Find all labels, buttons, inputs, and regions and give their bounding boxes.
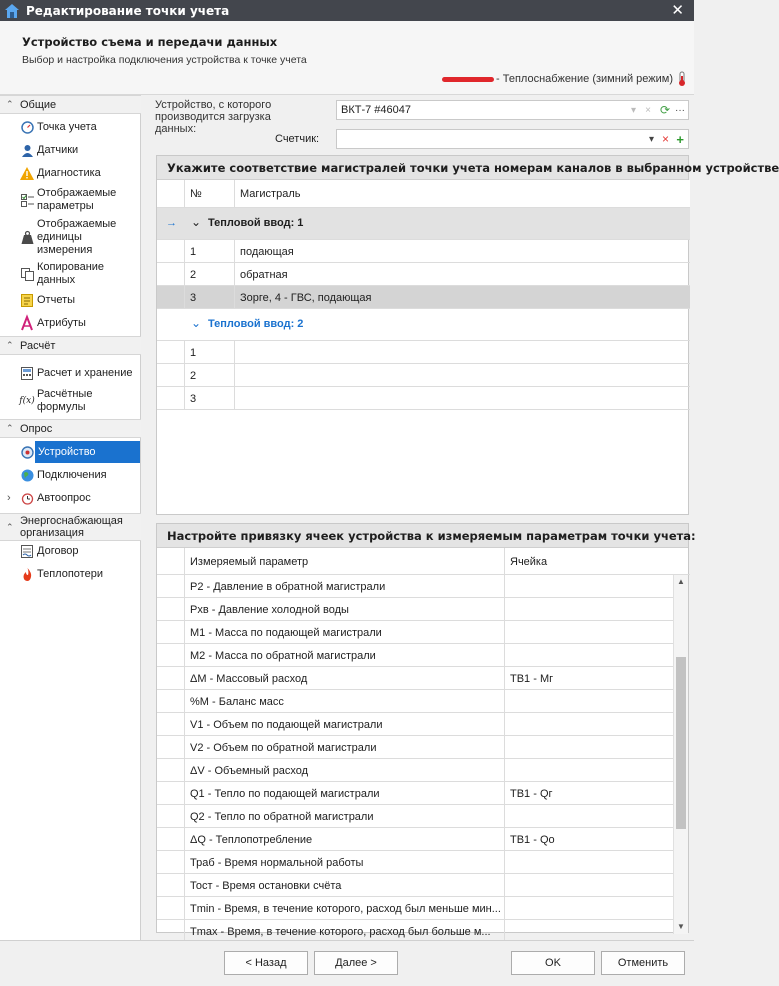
row-cell[interactable] — [504, 598, 675, 621]
row-no: 1 — [184, 341, 234, 364]
chevron-right-icon[interactable]: › — [7, 492, 11, 504]
attribute-icon — [20, 316, 34, 330]
row-main — [234, 341, 690, 364]
sidebar-item-heat-loss[interactable] — [0, 565, 141, 583]
table-row[interactable] — [157, 759, 675, 782]
row-cell[interactable] — [504, 736, 675, 759]
window-titlebar — [0, 0, 694, 21]
close-icon[interactable]: ✕ — [671, 2, 684, 19]
wizard-header — [0, 21, 694, 95]
sidebar-item-label: Копирование данных — [37, 261, 105, 286]
formula-icon: f(x) — [19, 396, 35, 406]
row-param: V2 - Объем по обратной магистрали — [184, 736, 504, 759]
chevron-up-icon: ⌃ — [6, 423, 14, 433]
sidebar — [0, 95, 141, 940]
sidebar-item-label: Атрибуты — [37, 316, 86, 329]
chevron-up-icon: ⌃ — [6, 521, 14, 532]
scroll-down-icon[interactable]: ▼ — [677, 922, 685, 931]
cancel-button[interactable]: Отменить — [601, 951, 685, 975]
wizard-footer — [0, 940, 694, 986]
sidebar-item-label: Расчет и хранение — [37, 366, 133, 379]
device-label: Устройство, с которого производится загрузка данных: — [155, 99, 272, 135]
scrollbar-thumb[interactable] — [676, 657, 686, 829]
channel-group-label: Тепловой ввод: 1 — [208, 217, 304, 229]
row-no: 1 — [184, 240, 234, 263]
table-row[interactable] — [157, 364, 690, 387]
table-row[interactable] — [157, 828, 675, 851]
row-cell[interactable] — [504, 897, 675, 920]
sidebar-group-label: Опрос — [20, 422, 53, 435]
table-row[interactable] — [157, 782, 675, 805]
column-header-no: № — [184, 180, 234, 208]
table-row[interactable] — [157, 713, 675, 736]
row-param: Q1 - Тепло по подающей магистрали — [184, 782, 504, 805]
channel-group-label: Тепловой ввод: 2 — [208, 318, 304, 330]
device-icon — [20, 445, 34, 459]
meter-label: Счетчик: — [275, 133, 320, 145]
ok-button[interactable]: OK — [511, 951, 595, 975]
dropdown-arrow-icon[interactable]: ▾ — [630, 104, 636, 116]
sidebar-item-label: Договор — [37, 544, 79, 557]
row-param: ΔQ - Теплопотребление — [184, 828, 504, 851]
sidebar-item-label: Подключения — [37, 468, 107, 481]
row-no: 3 — [184, 286, 234, 309]
globe-icon — [20, 468, 34, 482]
add-icon[interactable]: + — [676, 131, 684, 147]
sidebar-item-copy-data[interactable] — [0, 261, 141, 287]
table-row[interactable] — [157, 598, 675, 621]
row-param: V1 - Объем по подающей магистрали — [184, 713, 504, 736]
sidebar-item-label: Точка учета — [37, 120, 97, 133]
contract-icon — [20, 544, 34, 558]
sidebar-group-energy-org[interactable] — [0, 513, 141, 541]
chevron-up-icon: ⌃ — [6, 340, 14, 350]
row-param: ΔV - Объемный расход — [184, 759, 504, 782]
sidebar-item-label: Диагностика — [37, 166, 101, 179]
window-title: Редактирование точки учета — [26, 3, 230, 18]
flame-icon — [20, 567, 34, 581]
column-header-param: Измеряемый параметр — [184, 548, 504, 575]
channels-panel — [156, 155, 779, 515]
sidebar-item-formulas[interactable] — [0, 388, 141, 414]
mode-status-text: - Теплоснабжение (зимний режим) — [496, 73, 673, 85]
clear-icon[interactable]: × — [661, 132, 669, 146]
row-cell[interactable] — [504, 851, 675, 874]
more-icon[interactable]: ··· — [675, 104, 685, 116]
row-no: 2 — [184, 263, 234, 286]
sidebar-item-label: Отображаемые параметры — [37, 187, 117, 212]
row-cell[interactable]: ТВ1 - Qo — [504, 828, 675, 851]
meter-icon — [20, 120, 34, 134]
table-row[interactable] — [157, 263, 690, 286]
sidebar-item-label: Расчётные формулы — [37, 388, 93, 413]
row-main: Зорге, 4 - ГВС, подающая — [234, 286, 690, 309]
table-row[interactable] — [157, 874, 675, 897]
row-param: M2 - Масса по обратной магистрали — [184, 644, 504, 667]
meter-select[interactable] — [336, 129, 689, 149]
sidebar-item-label: Автоопрос — [37, 491, 91, 504]
row-param: Tmax - Время, в течение которого, расход был больше м... — [184, 920, 504, 943]
sidebar-item-connections[interactable] — [0, 466, 141, 484]
dropdown-arrow-icon[interactable]: ▾ — [648, 133, 654, 145]
table-row[interactable] — [157, 667, 675, 690]
table-row[interactable] — [157, 805, 675, 828]
row-cell[interactable] — [504, 575, 675, 598]
row-no: 3 — [184, 387, 234, 410]
warning-icon — [20, 166, 34, 180]
sidebar-item-attributes[interactable] — [0, 314, 141, 332]
sidebar-item-label: Устройство — [35, 441, 140, 463]
sidebar-item-sensors[interactable] — [0, 141, 141, 159]
sidebar-item-label: Датчики — [37, 143, 79, 156]
row-main — [234, 364, 690, 387]
sidebar-group-polling[interactable] — [0, 419, 141, 438]
row-cell[interactable] — [504, 690, 675, 713]
sidebar-item-calc-storage[interactable] — [0, 364, 141, 382]
row-param: Тост - Время остановки счёта — [184, 874, 504, 897]
sidebar-group-label: Энергоснабжающая организация — [20, 515, 123, 539]
sidebar-item-metering-point[interactable] — [0, 118, 141, 136]
checklist-icon — [20, 193, 34, 207]
arrow-right-icon: → — [166, 217, 177, 229]
channel-group-row[interactable] — [157, 208, 690, 240]
home-icon — [4, 3, 20, 19]
sidebar-item-displayed-units[interactable] — [0, 217, 141, 257]
row-cell[interactable]: ТВ1 - Мг — [504, 667, 675, 690]
row-param: M1 - Масса по подающей магистрали — [184, 621, 504, 644]
page-title: Устройство съема и передачи данных — [22, 35, 278, 49]
column-header-cell: Ячейка — [504, 548, 675, 575]
device-value: ВКТ-7 #46047 — [341, 104, 412, 116]
status-color-mark — [442, 77, 494, 82]
chevron-down-icon[interactable]: ⌄ — [191, 316, 202, 330]
table-row[interactable] — [157, 644, 675, 667]
cells-scrollbar[interactable] — [673, 575, 688, 934]
sidebar-item-diagnostics[interactable] — [0, 164, 141, 182]
row-cell[interactable]: ТВ1 - Qг — [504, 782, 675, 805]
back-button[interactable]: < Назад — [224, 951, 308, 975]
page-subtitle: Выбор и настройка подключения устройства к точке учета — [22, 54, 307, 66]
row-cell[interactable] — [504, 874, 675, 897]
table-row[interactable] — [157, 286, 690, 309]
thermometer-icon — [678, 72, 686, 86]
cells-panel-title: Настройте привязку ячеек устройства к измеряемым параметрам точки учета: — [157, 524, 688, 548]
table-row[interactable] — [157, 897, 675, 920]
sidebar-item-reports[interactable] — [0, 291, 141, 309]
sidebar-item-autopoll[interactable] — [0, 489, 141, 507]
table-row[interactable] — [157, 341, 690, 364]
cells-panel — [156, 523, 696, 938]
sidebar-item-label: Отчеты — [37, 293, 76, 306]
clear-icon[interactable]: × — [645, 104, 651, 116]
calculator-icon — [20, 366, 34, 380]
row-param: Pхв - Давление холодной воды — [184, 598, 504, 621]
copy-icon — [20, 267, 34, 281]
table-row[interactable] — [157, 575, 675, 598]
row-main — [234, 387, 690, 410]
sidebar-item-displayed-params[interactable] — [0, 187, 141, 213]
table-row[interactable] — [157, 851, 675, 874]
table-row[interactable] — [157, 736, 675, 759]
row-param: Траб - Время нормальной работы — [184, 851, 504, 874]
row-cell[interactable] — [504, 644, 675, 667]
row-cell[interactable] — [504, 621, 675, 644]
alarm-clock-icon — [20, 491, 34, 505]
row-param: P2 - Давление в обратной магистрали — [184, 575, 504, 598]
table-row[interactable] — [157, 621, 675, 644]
row-no: 2 — [184, 364, 234, 387]
sidebar-group-general[interactable] — [0, 95, 141, 114]
row-cell[interactable] — [504, 805, 675, 828]
row-param: Tmin - Время, в течение которого, расход был меньше мин... — [184, 897, 504, 920]
chevron-down-icon[interactable]: ⌄ — [191, 215, 202, 229]
row-param: ΔM - Массовый расход — [184, 667, 504, 690]
user-icon — [20, 143, 34, 157]
row-param: Q2 - Тепло по обратной магистрали — [184, 805, 504, 828]
next-button[interactable]: Далее > — [314, 951, 398, 975]
table-row[interactable] — [157, 690, 675, 713]
main-content — [151, 95, 779, 940]
cells-header-row — [157, 548, 690, 575]
sidebar-item-label: Теплопотери — [37, 567, 103, 580]
report-icon — [20, 293, 34, 307]
device-select[interactable] — [336, 100, 689, 120]
row-main: обратная — [234, 263, 690, 286]
table-row[interactable] — [157, 240, 690, 263]
sidebar-item-label: Отображаемые единицы измерения — [37, 217, 117, 256]
sidebar-item-device[interactable] — [0, 441, 141, 463]
row-cell[interactable] — [504, 713, 675, 736]
channels-panel-title: Укажите соответствие магистралей точки учета номерам каналов в выбранном устройстве — [157, 156, 688, 180]
mode-status — [442, 72, 686, 86]
channel-group-row[interactable] — [157, 309, 690, 341]
row-main: подающая — [234, 240, 690, 263]
column-header-main: Магистраль — [234, 180, 690, 208]
row-cell[interactable] — [504, 759, 675, 782]
sidebar-item-contract[interactable] — [0, 542, 141, 560]
channels-header-row — [157, 180, 690, 208]
sidebar-group-label: Расчёт — [20, 339, 56, 352]
chevron-up-icon: ⌃ — [6, 99, 14, 109]
row-param: %M - Баланс масс — [184, 690, 504, 713]
sidebar-group-calculation[interactable] — [0, 336, 141, 355]
table-row[interactable] — [157, 387, 690, 410]
weight-icon — [20, 230, 34, 244]
sidebar-group-label: Общие — [20, 98, 57, 111]
scroll-up-icon[interactable]: ▲ — [677, 577, 685, 586]
refresh-icon[interactable]: ⟳ — [659, 103, 670, 117]
